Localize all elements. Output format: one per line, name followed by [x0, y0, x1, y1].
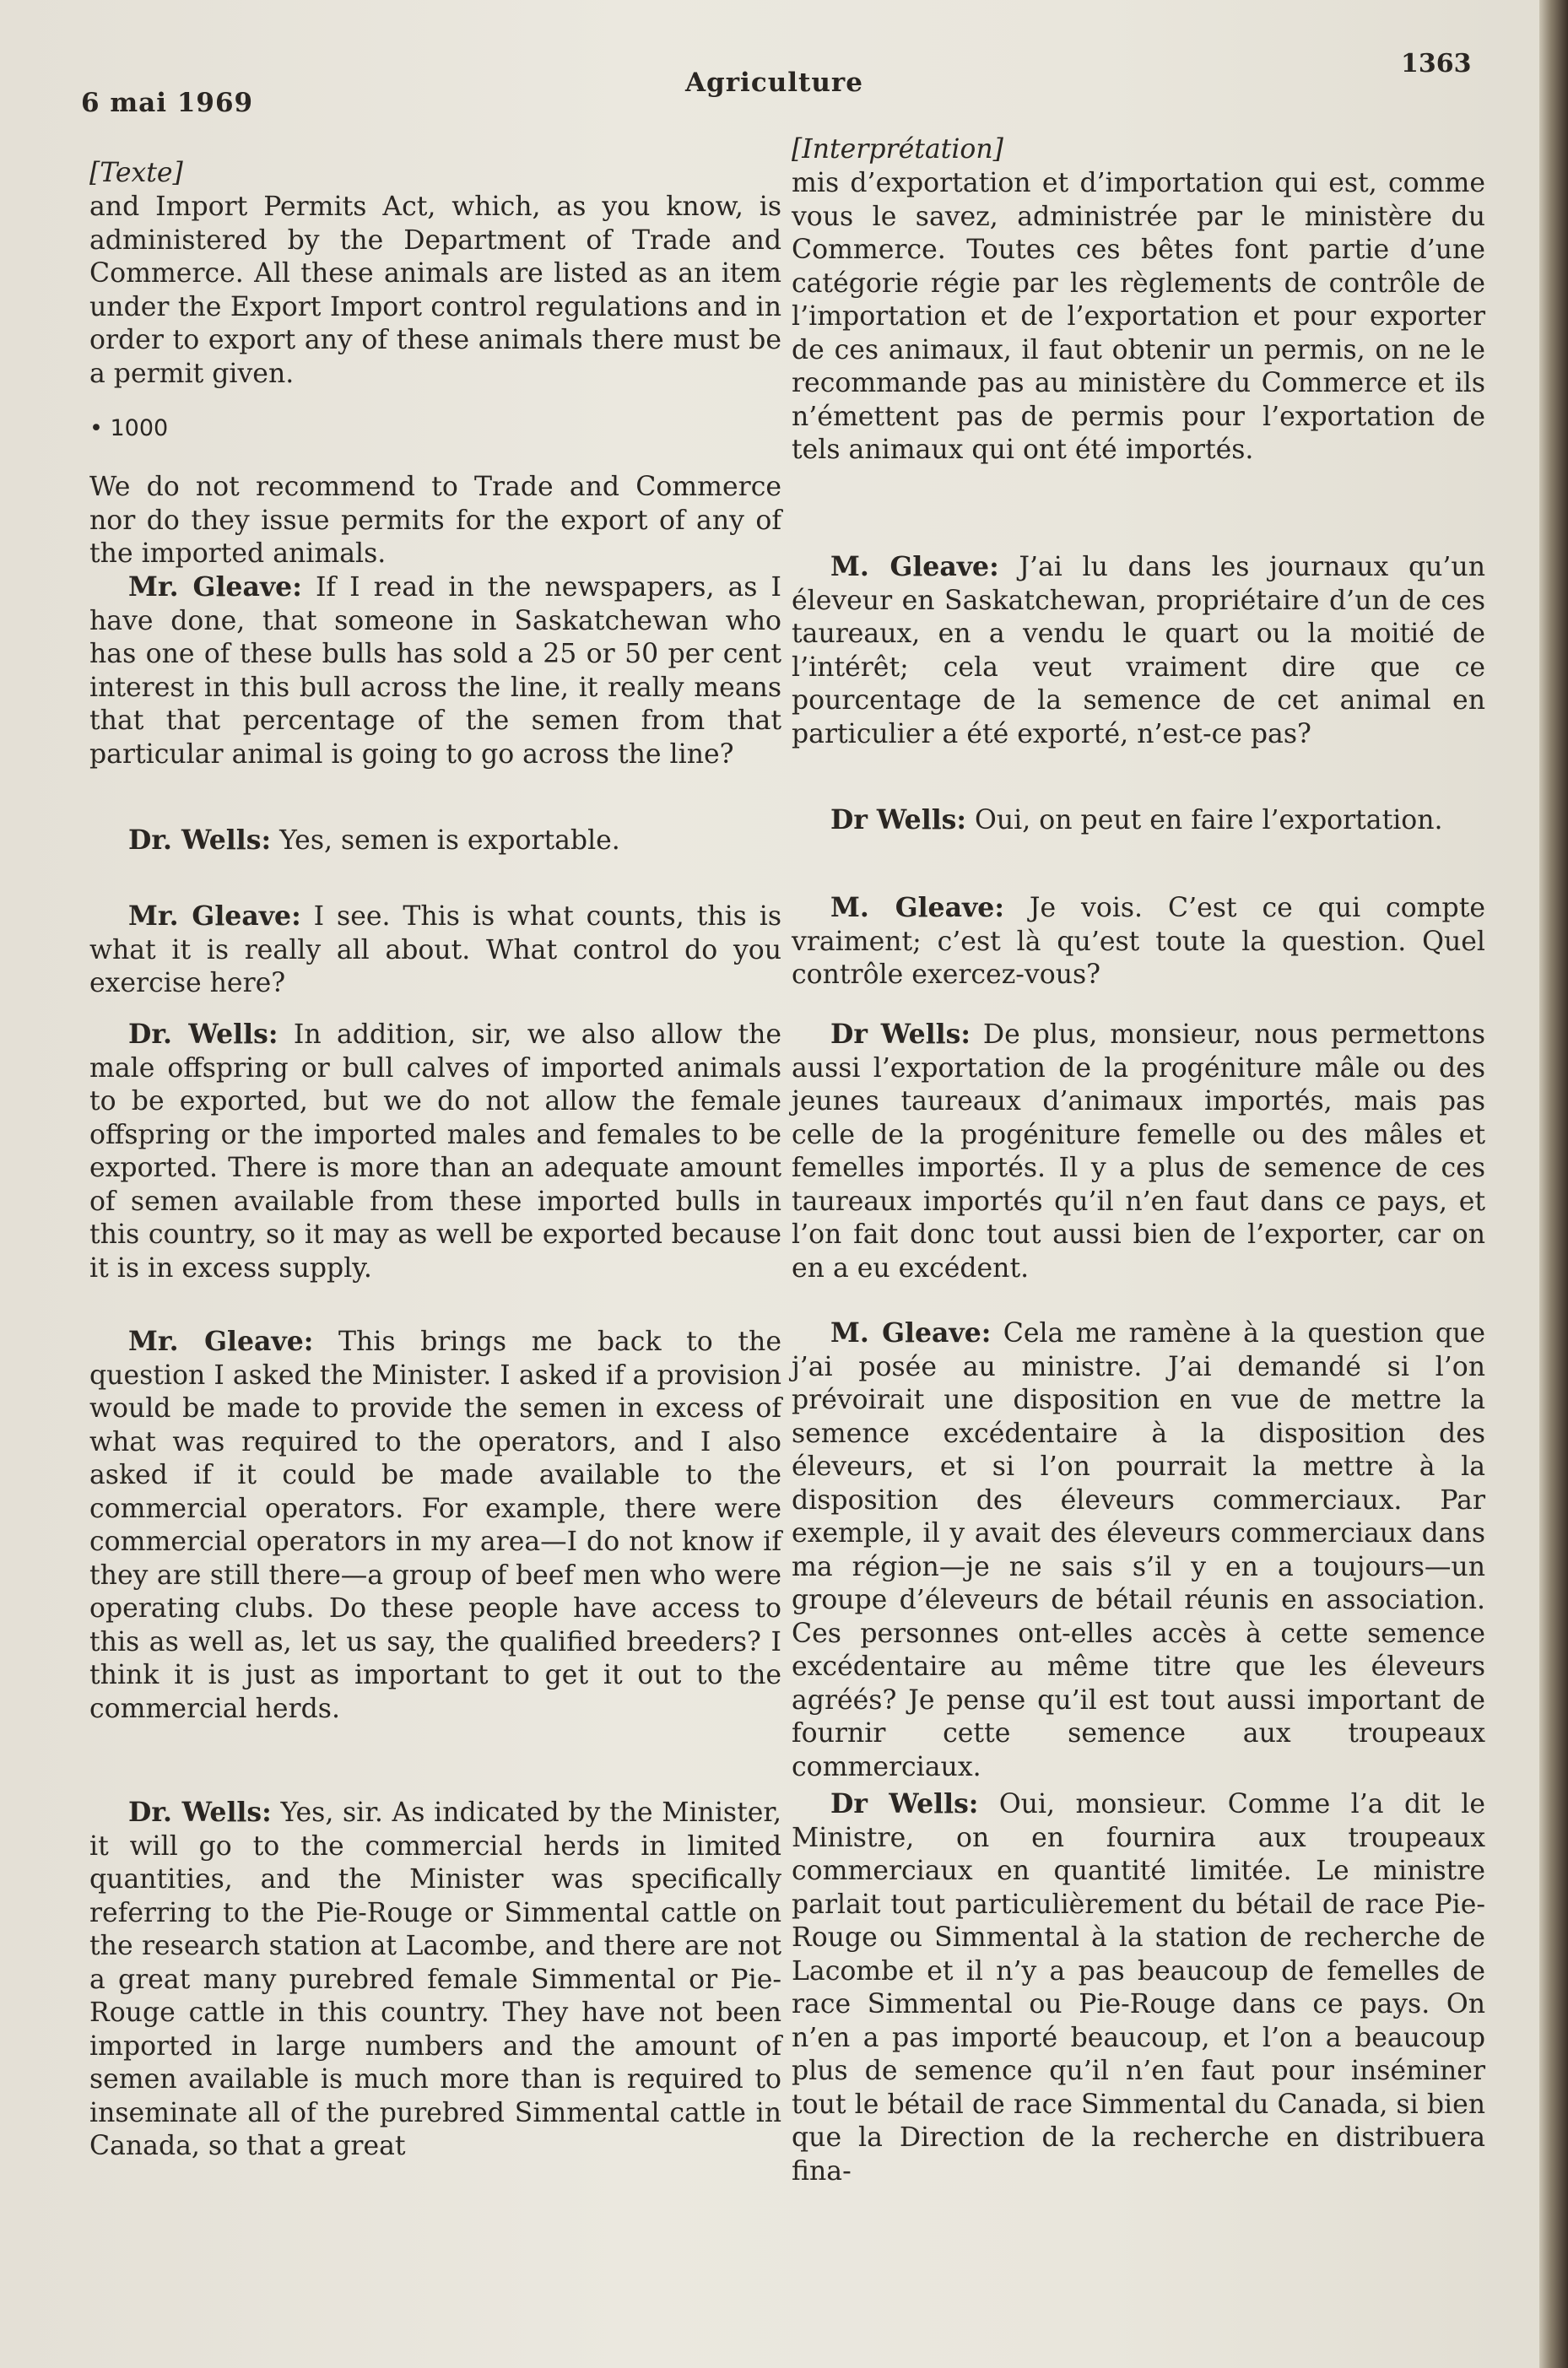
paragraph: and Import Permits Act, which, as you know, is administered by the Department of Trade and Commerce. All these animals are listed as an item under the Export Import control regulations and in order to export any of these animals there must be a permit given. [89, 192, 781, 389]
speaker-name: Dr. Wells: [128, 824, 272, 856]
speaker-name: Mr. Gleave: [128, 571, 302, 603]
speaker-name: Mr. Gleave: [128, 900, 301, 932]
speaker-name: Dr. Wells: [128, 1797, 272, 1828]
time-marker: • 1000 [89, 415, 169, 441]
speech-paragraph [89, 570, 781, 771]
speaker-name: M. Gleave: [830, 1317, 992, 1349]
speaker-name: Mr. Gleave: [128, 1326, 314, 1357]
speech-text: De plus, monsieur, nous permettons aussi l’exportation de la progéniture mâle ou des jeunes taureaux d’animaux importés, mais pas celle de la progéniture femelle ou des mâles et femelles importés. Il y a plus de semence de ces taureaux importés qu’il n’en faut dans ce pays, et l’on fait donc tout aussi bien de l’exporter, car on en a eu excédent. [792, 1019, 1485, 1284]
speech-paragraph [792, 1316, 1485, 1784]
section-tag-interpretation: [Interprétation] [792, 134, 1003, 165]
speech-text: Yes, semen is exportable. [279, 825, 620, 856]
speech-text: J’ai lu dans les journaux qu’un éleveur en Saskatchewan, propriétaire d’un de ces taureaux, en a vendu le quart ou la moitié de l’intérêt; cela veut vraiment dire que ce pourcentage de la semence de cet animal en particulier a été exporté, n’est-ce pas? [792, 552, 1486, 749]
speech-text: In addition, sir, we also allow the male offspring or bull calves of imported animals to be exported, but we do not allow the female offspring or the imported males and females to be exported. There is more than an adequate amount of semen available from these imported bulls in this country, so it may as well be exported because it is in excess supply. [89, 1019, 781, 1284]
speech-paragraph [792, 803, 1485, 838]
speech-text: If I read in the newspapers, as I have done, that someone in Saskatchewan who has one of these bulls has sold a 25 or 50 per cent interest in this bull across the line, it really means that that percentage of the semen from that particular animal is going to go across the line? [89, 572, 781, 770]
speaker-name: Dr Wells: [830, 1019, 971, 1050]
speech-paragraph [89, 824, 781, 858]
header-title: Agriculture [685, 68, 863, 98]
speech-text: Cela me ramène à la question que j’ai posée au ministre. J’ai demandé si l’on prévoirait une disposition en vue de mettre la semence excédentaire à la disposition des éleveurs, et si l’on pourrait la mettre à la disposition des éleveurs commerciaux. Par exemple, il y avait des éleveurs commerciaux dans ma région—je ne sais s’il y en a toujours—un groupe d’éleveurs de bétail réunis en association. Ces personnes ont-elles accès à cette semence excédentaire au même titre que les éleveurs agréés? Je pense qu’il est tout aussi important de fournir cette semence aux troupeaux commerciaux. [792, 1318, 1486, 1782]
speech-paragraph [792, 1018, 1485, 1285]
speech-text: This brings me back to the question I asked the Minister. I asked if a provision would be made to provide the semen in excess of what was required to the operators, and I also asked if it could be made available to the commercial operators. For example, there were commercial operators in my area—I do not know if they are still there—a group of beef men who were operating clubs. Do these people have access to this as well as, let us say, the qualified breeders? I think it is just as important to get it out to the commercial herds. [89, 1327, 781, 1724]
speech-text: Yes, sir. As indicated by the Minister, it will go to the commercial herds in limited quantities, and the Minister was specifically referring to the Pie-Rouge or Simmental cattle on the research station at Lacombe, and there are not a great many purebred female Simmental or Pie-Rouge cattle in this country. They have not been imported in large numbers and the amount of semen available is much more than is required to inseminate all of the purebred Simmental cattle in Canada, so that a great [89, 1798, 781, 2161]
speech-paragraph [89, 1018, 781, 1285]
paragraph: We do not recommend to Trade and Commerce nor do they issue permits for the export of any of the imported animals. [89, 472, 781, 569]
speech-paragraph [792, 891, 1485, 992]
paragraph: mis d’exportation et d’importation qui est, comme vous le savez, administrée par le ministère du Commerce. Toutes ces bêtes font partie d’une catégorie régie par les règlements de contrôle de l’importation et de l’exportation et pour exporter de ces animaux, il faut obtenir un permis, on ne le recommande pas au ministère du Commerce et ils n’émettent pas de permis pour l’exportation de tels animaux qui ont été importés. [792, 168, 1485, 465]
speech-text: Je vois. C’est ce qui compte vraiment; c’est là qu’est toute la question. Quel contrôle exercez-vous? [792, 893, 1485, 990]
speaker-name: M. Gleave: [830, 551, 999, 582]
speech-paragraph [89, 1325, 781, 1726]
speech-paragraph [792, 550, 1485, 751]
header-date: 6 mai 1969 [81, 88, 254, 118]
speech-text: Oui, monsieur. Comme l’a dit le Ministre, on en fournira aux troupeaux commerciaux en quantité limitée. Le ministre parlait tout particulièrement du bétail de race Pie-Rouge ou Simmental à la station de recherche de Lacombe et il n’y a pas beaucoup de femelles de race Simmental ou Pie-Rouge dans ce pays. On n’en a pas importé beaucoup, et l’on a beaucoup plus de semence qu’il n’en faut pour inséminer tout le bétail de race Simmental du Canada, si bien que la Direction de la recherche en distribuera fina- [792, 1789, 1485, 2187]
speaker-name: Dr. Wells: [128, 1019, 278, 1050]
speech-text: I see. This is what counts, this is what it is really all about. What control do you exercise here? [89, 901, 781, 998]
page-number: 1363 [1401, 49, 1472, 78]
speaker-name: Dr Wells: [830, 1788, 979, 1819]
speaker-name: Dr Wells: [830, 804, 967, 835]
speech-paragraph [89, 1796, 781, 2164]
speaker-name: M. Gleave: [830, 892, 1004, 923]
section-tag-texte: [Texte] [89, 158, 183, 188]
speech-paragraph [792, 1787, 1485, 2188]
page-edge-shadow [1539, 0, 1568, 2368]
speech-paragraph [89, 900, 781, 1001]
speech-text: Oui, on peut en faire l’exportation. [975, 805, 1443, 835]
